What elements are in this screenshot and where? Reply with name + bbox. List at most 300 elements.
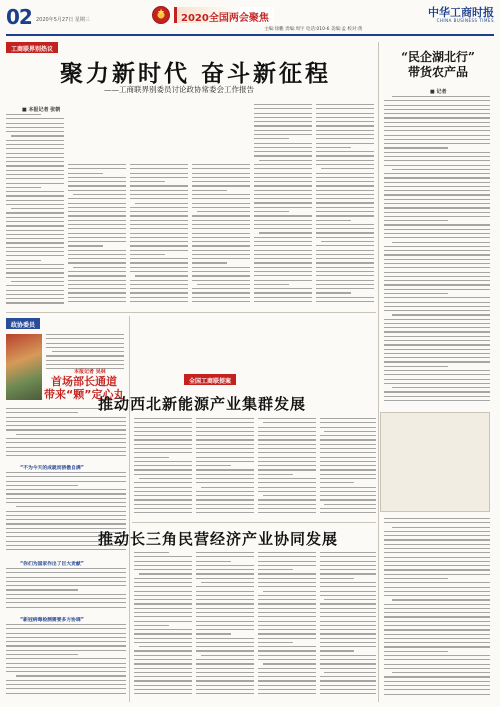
text-line bbox=[254, 220, 312, 221]
text-line bbox=[258, 418, 316, 419]
text-line bbox=[134, 608, 192, 609]
text-line bbox=[130, 233, 188, 234]
text-line bbox=[68, 173, 103, 174]
text-line bbox=[196, 561, 231, 562]
text-line bbox=[384, 126, 490, 127]
text-line bbox=[316, 280, 374, 281]
text-line bbox=[130, 220, 188, 221]
text-line bbox=[392, 599, 490, 600]
text-line bbox=[316, 143, 374, 144]
text-line bbox=[6, 268, 64, 269]
text-line bbox=[196, 595, 254, 596]
text-line bbox=[384, 263, 490, 264]
text-line bbox=[134, 504, 192, 505]
text-line bbox=[196, 676, 254, 677]
text-line bbox=[384, 668, 490, 669]
text-line bbox=[320, 552, 376, 553]
national-emblem-icon: ★ bbox=[152, 6, 170, 24]
text-line bbox=[258, 573, 316, 574]
text-line bbox=[201, 487, 254, 488]
text-line bbox=[6, 581, 126, 582]
text-line bbox=[196, 663, 254, 664]
newspaper-pinyin: CHINA BUSINESS TIMES bbox=[436, 18, 494, 23]
main-article-col-4 bbox=[192, 164, 250, 310]
text-line bbox=[254, 177, 312, 178]
text-line bbox=[46, 338, 124, 339]
text-line bbox=[6, 624, 126, 625]
text-line bbox=[134, 586, 192, 587]
text-line bbox=[192, 280, 250, 281]
text-line bbox=[134, 616, 192, 617]
text-line bbox=[134, 595, 192, 596]
text-line bbox=[68, 301, 126, 302]
text-line bbox=[320, 439, 376, 440]
text-line bbox=[384, 591, 490, 592]
text-line bbox=[258, 633, 316, 634]
text-line bbox=[130, 280, 188, 281]
text-line bbox=[254, 241, 312, 242]
text-line bbox=[6, 285, 64, 286]
text-line bbox=[196, 448, 254, 449]
text-line bbox=[6, 195, 64, 196]
mid-article-col-3 bbox=[258, 418, 316, 518]
text-line bbox=[192, 258, 250, 259]
text-line bbox=[316, 224, 374, 225]
text-line bbox=[316, 121, 374, 122]
text-line bbox=[384, 344, 490, 345]
text-line bbox=[6, 187, 41, 188]
text-line bbox=[384, 629, 490, 630]
text-line bbox=[134, 659, 192, 660]
text-line bbox=[192, 297, 250, 298]
text-line bbox=[196, 689, 254, 690]
text-line bbox=[320, 642, 376, 643]
text-line bbox=[258, 448, 316, 449]
text-line bbox=[134, 482, 192, 483]
text-line bbox=[254, 228, 312, 229]
text-line bbox=[384, 569, 490, 570]
text-line bbox=[384, 379, 490, 380]
text-line bbox=[46, 364, 124, 365]
text-line bbox=[196, 508, 254, 509]
text-line bbox=[254, 198, 312, 199]
text-line bbox=[384, 383, 490, 384]
text-line bbox=[196, 642, 254, 643]
text-line bbox=[316, 237, 374, 238]
text-line bbox=[134, 469, 192, 470]
text-line bbox=[6, 663, 126, 664]
text-line bbox=[196, 457, 254, 458]
text-line bbox=[316, 284, 374, 285]
text-line bbox=[384, 194, 490, 195]
text-line bbox=[130, 262, 188, 263]
text-line bbox=[384, 659, 490, 660]
text-line bbox=[6, 412, 78, 413]
low-headline: 推动长三角民营经济产业协同发展 bbox=[98, 530, 339, 548]
text-line bbox=[134, 565, 192, 566]
text-line bbox=[46, 334, 124, 335]
text-line bbox=[134, 633, 192, 634]
text-line bbox=[254, 117, 312, 118]
text-line bbox=[196, 565, 254, 566]
text-line bbox=[384, 689, 490, 690]
text-line bbox=[46, 360, 124, 361]
text-line bbox=[196, 482, 254, 483]
text-line bbox=[196, 578, 254, 579]
text-line bbox=[258, 469, 316, 470]
text-line bbox=[384, 160, 490, 161]
text-line bbox=[6, 641, 126, 642]
text-line bbox=[320, 556, 376, 557]
text-line bbox=[134, 444, 192, 445]
low-article-col-4 bbox=[320, 552, 376, 702]
text-line bbox=[258, 461, 316, 462]
text-line bbox=[6, 489, 126, 490]
text-line bbox=[130, 211, 188, 212]
text-line bbox=[258, 474, 293, 475]
text-line bbox=[68, 211, 126, 212]
text-line bbox=[254, 245, 312, 246]
text-line bbox=[192, 215, 250, 216]
text-line bbox=[130, 181, 165, 182]
main-byline: ■ 本报记者 张朝 bbox=[22, 107, 61, 113]
text-line bbox=[6, 272, 64, 273]
text-line bbox=[384, 323, 490, 324]
text-line bbox=[134, 487, 192, 488]
text-line bbox=[384, 651, 448, 652]
text-line bbox=[258, 565, 316, 566]
text-line bbox=[316, 262, 374, 263]
text-line bbox=[6, 221, 64, 222]
sidebox-subhead-3: “新冠病毒检测需要多方协调” bbox=[20, 618, 84, 623]
text-line bbox=[134, 491, 192, 492]
text-line bbox=[316, 173, 374, 174]
text-line bbox=[316, 185, 374, 186]
text-line bbox=[254, 224, 312, 225]
text-line bbox=[258, 595, 316, 596]
text-line bbox=[384, 259, 490, 260]
text-line bbox=[6, 568, 126, 569]
text-line bbox=[254, 284, 289, 285]
text-line bbox=[258, 646, 316, 647]
text-line bbox=[320, 668, 376, 669]
text-line bbox=[316, 108, 374, 109]
text-line bbox=[320, 582, 376, 583]
text-line bbox=[6, 298, 64, 299]
text-line bbox=[130, 284, 188, 285]
text-line bbox=[196, 512, 254, 513]
section-tag-mid: 全国工商联提案 bbox=[184, 374, 236, 385]
text-line bbox=[384, 587, 490, 588]
text-line bbox=[6, 684, 126, 685]
text-line bbox=[384, 557, 490, 558]
text-line bbox=[316, 275, 374, 276]
text-line bbox=[6, 693, 126, 694]
text-line bbox=[130, 288, 188, 289]
text-line bbox=[384, 139, 490, 140]
text-line bbox=[384, 561, 490, 562]
text-line bbox=[254, 267, 312, 268]
text-line bbox=[316, 181, 374, 182]
text-line bbox=[384, 685, 490, 686]
text-line bbox=[68, 292, 126, 293]
text-line bbox=[316, 134, 374, 135]
text-line bbox=[68, 168, 126, 169]
text-line bbox=[320, 435, 376, 436]
text-line bbox=[384, 105, 490, 106]
text-line bbox=[196, 668, 254, 669]
text-line bbox=[16, 506, 126, 507]
text-line bbox=[254, 168, 312, 169]
text-line bbox=[384, 100, 490, 101]
text-line bbox=[6, 161, 64, 162]
text-line bbox=[130, 224, 188, 225]
text-line bbox=[134, 552, 169, 553]
text-line bbox=[6, 204, 64, 205]
text-line bbox=[130, 168, 188, 169]
text-line bbox=[320, 646, 376, 647]
text-line bbox=[68, 224, 126, 225]
main-subheadline: ——工商联界别委员讨论政协常委会工作报告 bbox=[104, 85, 254, 94]
text-line bbox=[192, 203, 250, 204]
text-line bbox=[316, 301, 374, 302]
text-line bbox=[135, 275, 188, 276]
text-line bbox=[68, 280, 126, 281]
text-line bbox=[258, 680, 316, 681]
text-line bbox=[384, 229, 490, 230]
text-line bbox=[130, 198, 188, 199]
text-line bbox=[134, 676, 192, 677]
text-line bbox=[134, 427, 192, 428]
text-line bbox=[384, 280, 490, 281]
text-line bbox=[134, 569, 192, 570]
text-line bbox=[320, 663, 376, 664]
text-line bbox=[384, 634, 490, 635]
text-line bbox=[254, 173, 312, 174]
text-line bbox=[258, 561, 316, 562]
text-line bbox=[68, 164, 126, 165]
text-line bbox=[320, 591, 376, 592]
text-line bbox=[384, 366, 448, 367]
text-line bbox=[192, 198, 250, 199]
text-line bbox=[11, 281, 64, 282]
text-line bbox=[196, 680, 254, 681]
text-line bbox=[6, 144, 64, 145]
text-line bbox=[196, 495, 254, 496]
main-article-col-2 bbox=[68, 164, 126, 310]
text-line bbox=[316, 117, 374, 118]
text-line bbox=[384, 612, 490, 613]
text-line bbox=[258, 621, 316, 622]
text-line bbox=[254, 202, 312, 203]
text-line bbox=[134, 663, 192, 664]
text-line bbox=[384, 297, 490, 298]
text-line bbox=[320, 461, 376, 462]
text-line bbox=[6, 157, 64, 158]
text-line bbox=[196, 427, 254, 428]
text-line bbox=[384, 646, 490, 647]
text-line bbox=[258, 582, 316, 583]
text-line bbox=[320, 693, 376, 694]
text-line bbox=[134, 612, 192, 613]
text-line bbox=[254, 288, 312, 289]
low-article-col-2 bbox=[196, 552, 254, 702]
text-line bbox=[134, 448, 192, 449]
text-line bbox=[254, 181, 312, 182]
text-line bbox=[130, 190, 188, 191]
text-line bbox=[320, 465, 376, 466]
text-line bbox=[73, 194, 126, 195]
text-line bbox=[196, 586, 254, 587]
text-line bbox=[254, 125, 312, 126]
text-line bbox=[254, 185, 312, 186]
text-line bbox=[258, 668, 316, 669]
text-line bbox=[6, 247, 64, 248]
text-line bbox=[384, 518, 490, 519]
main-headline: 聚力新时代 奋斗新征程 bbox=[60, 60, 332, 87]
text-line bbox=[134, 561, 192, 562]
text-line bbox=[6, 549, 126, 550]
text-line bbox=[196, 603, 254, 604]
text-line bbox=[130, 237, 188, 238]
text-line bbox=[384, 310, 490, 311]
text-line bbox=[134, 508, 192, 509]
text-line bbox=[6, 598, 126, 599]
text-line bbox=[384, 250, 490, 251]
text-line bbox=[68, 215, 126, 216]
text-line bbox=[258, 603, 316, 604]
text-line bbox=[258, 508, 316, 509]
text-line bbox=[384, 113, 490, 114]
text-line bbox=[384, 186, 490, 187]
main-article-col-6 bbox=[316, 104, 374, 310]
right-byline: ■ 记者 bbox=[430, 89, 447, 95]
text-line bbox=[384, 165, 490, 166]
text-line bbox=[384, 302, 490, 303]
text-line bbox=[384, 306, 490, 307]
text-line bbox=[263, 495, 316, 496]
masthead bbox=[6, 4, 494, 34]
text-line bbox=[384, 531, 490, 532]
text-line bbox=[134, 435, 192, 436]
text-line bbox=[384, 135, 490, 136]
text-line bbox=[6, 255, 64, 256]
text-line bbox=[68, 220, 126, 221]
text-line bbox=[11, 135, 64, 136]
section-banner bbox=[174, 7, 274, 23]
text-line bbox=[320, 427, 376, 428]
text-line bbox=[6, 476, 126, 477]
text-line bbox=[384, 357, 490, 358]
text-line bbox=[316, 194, 374, 195]
text-line bbox=[68, 198, 126, 199]
text-line bbox=[384, 676, 490, 677]
text-line bbox=[320, 573, 376, 574]
text-line bbox=[130, 185, 188, 186]
text-line bbox=[392, 314, 490, 315]
text-line bbox=[52, 351, 124, 352]
text-line bbox=[316, 130, 374, 131]
text-line bbox=[320, 565, 376, 566]
text-line bbox=[384, 664, 490, 665]
text-line bbox=[384, 272, 490, 273]
text-line bbox=[6, 421, 126, 422]
text-line bbox=[320, 685, 376, 686]
text-line bbox=[258, 693, 316, 694]
text-line bbox=[384, 353, 490, 354]
text-line bbox=[258, 465, 316, 466]
text-line bbox=[316, 228, 374, 229]
text-line bbox=[6, 472, 126, 473]
text-line bbox=[254, 151, 312, 152]
text-line bbox=[196, 452, 254, 453]
text-line bbox=[384, 582, 490, 583]
text-line bbox=[320, 482, 354, 483]
text-line bbox=[134, 452, 192, 453]
text-line bbox=[320, 616, 376, 617]
text-line bbox=[201, 582, 254, 583]
text-line bbox=[16, 434, 126, 435]
right-headline-line-2: 带货农产品 bbox=[407, 65, 468, 79]
text-line bbox=[196, 612, 254, 613]
section-tag-top: 工商联界别热议 bbox=[6, 42, 58, 53]
text-line bbox=[320, 578, 354, 579]
text-line bbox=[258, 504, 316, 505]
text-line bbox=[316, 125, 374, 126]
text-line bbox=[68, 181, 126, 182]
text-line bbox=[320, 469, 376, 470]
text-line bbox=[192, 254, 250, 255]
text-line bbox=[316, 292, 351, 293]
text-line bbox=[316, 250, 374, 251]
text-line bbox=[68, 262, 126, 263]
sidebox-text-3 bbox=[6, 568, 126, 612]
text-line bbox=[130, 173, 188, 174]
text-line bbox=[316, 151, 374, 152]
text-line bbox=[316, 271, 374, 272]
text-line bbox=[384, 400, 490, 401]
text-line bbox=[134, 672, 192, 673]
text-line bbox=[192, 168, 250, 169]
text-line bbox=[384, 638, 490, 639]
text-line bbox=[320, 608, 376, 609]
text-line bbox=[6, 523, 126, 524]
text-line bbox=[196, 625, 254, 626]
text-line bbox=[254, 147, 312, 148]
text-line bbox=[392, 169, 490, 170]
text-line bbox=[6, 577, 126, 578]
sidebox-text-4 bbox=[6, 624, 126, 700]
text-line bbox=[139, 646, 192, 647]
text-line bbox=[316, 113, 374, 114]
text-line bbox=[68, 258, 126, 259]
text-line bbox=[196, 465, 231, 466]
text-line bbox=[384, 535, 490, 536]
text-line bbox=[197, 211, 250, 212]
text-line bbox=[134, 591, 192, 592]
text-line bbox=[384, 340, 490, 341]
news-photo bbox=[6, 334, 42, 400]
text-line bbox=[134, 465, 192, 466]
text-line bbox=[192, 233, 250, 234]
text-line bbox=[6, 637, 126, 638]
text-line bbox=[134, 668, 192, 669]
text-line bbox=[324, 431, 376, 432]
text-line bbox=[6, 217, 64, 218]
text-line bbox=[258, 612, 316, 613]
text-line bbox=[6, 602, 126, 603]
text-line bbox=[130, 258, 188, 259]
